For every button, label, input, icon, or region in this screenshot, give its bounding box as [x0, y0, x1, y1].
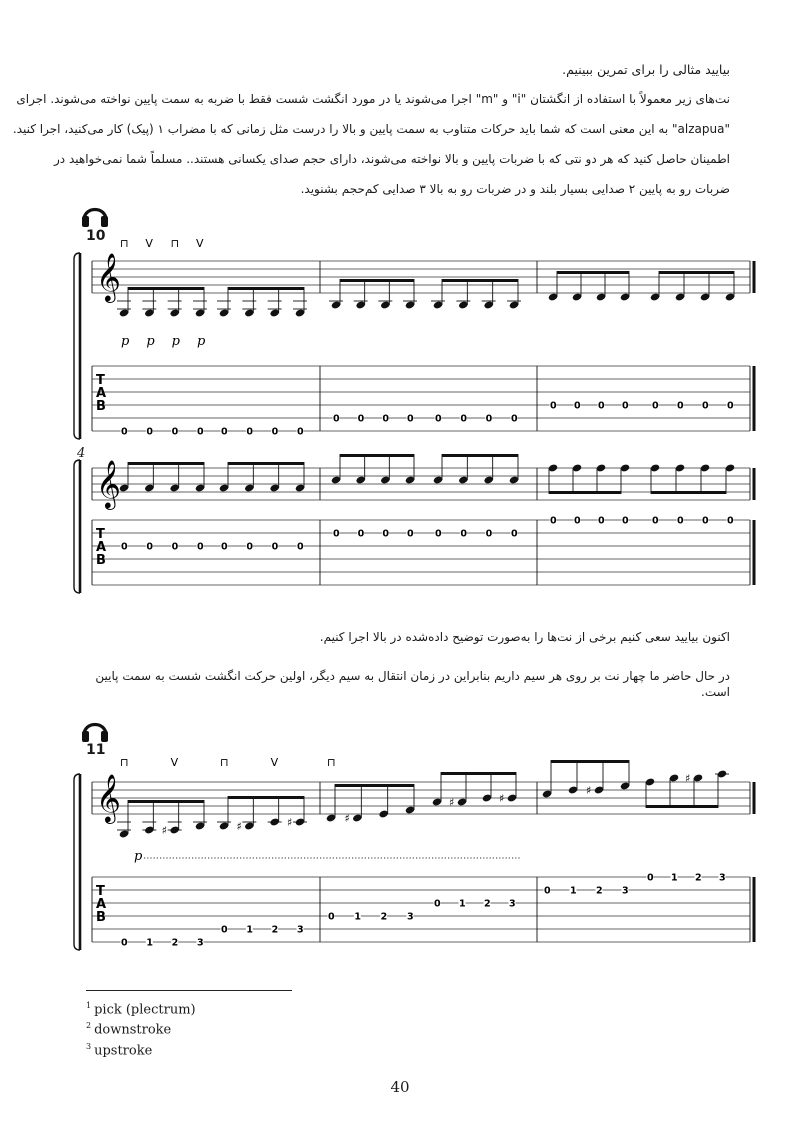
beam	[228, 462, 304, 465]
tab-number: 0	[197, 541, 204, 553]
treble-clef: 𝄞	[96, 773, 121, 822]
explanation-paragraph	[12, 92, 730, 212]
beam	[557, 271, 629, 274]
track-number-11: 11	[86, 742, 106, 758]
tab-number: 0	[407, 528, 414, 540]
tab-clef-letter: T	[96, 373, 105, 388]
tab-clef-letter: B	[96, 910, 106, 925]
tab-number: 0	[297, 426, 304, 438]
tab-clef-letter: A	[96, 540, 107, 555]
music-system-1	[0, 237, 800, 445]
tab-clef-letter: B	[96, 399, 106, 414]
track-number-10: 10	[86, 228, 106, 244]
tab-number: 0	[121, 426, 128, 438]
beam	[228, 796, 304, 799]
tab-number: 0	[677, 515, 684, 527]
tab-number: 0	[121, 541, 128, 553]
tab-number: 2	[484, 898, 491, 910]
tab-number: 0	[435, 413, 442, 425]
sharp-sign: ♯	[236, 820, 242, 833]
tab-number: 2	[271, 924, 279, 936]
tab-number: 3	[407, 911, 414, 923]
downstroke-symbol: ⊓	[220, 756, 229, 769]
beam	[340, 454, 414, 457]
tab-number: 0	[297, 541, 304, 553]
tab-number: 0	[221, 924, 228, 936]
tab-number: 0	[574, 400, 581, 412]
treble-clef: 𝄞	[96, 252, 121, 301]
paragraph-line: اطمینان حاصل کنید که هر دو نتی که با ضربات پایین و بالا نواخته می‌شوند، دارای حجم صدای یکسانی هستند.. مسلماً شما نمی‌خواهید در	[54, 152, 730, 166]
sharp-sign: ♯	[499, 792, 505, 805]
tab-number: 0	[622, 515, 629, 527]
tab-number: 1	[671, 872, 678, 884]
sharp-sign: ♯	[287, 816, 293, 829]
upstroke-symbol: V	[145, 237, 153, 250]
tab-clef-letter: A	[96, 386, 107, 401]
upstroke-symbol: V	[270, 756, 279, 769]
tab-number: 1	[146, 937, 153, 949]
tab-number: 0	[171, 541, 179, 553]
tab-number: 0	[702, 400, 709, 412]
tab-number: 0	[550, 515, 557, 527]
tab-number: 0	[647, 872, 654, 884]
footnote-2: $^2$ downstroke	[86, 1021, 172, 1038]
beam	[549, 491, 621, 494]
tab-clef-letter: T	[96, 527, 105, 542]
treble-clef: 𝄞	[96, 459, 121, 508]
tab-clef-letter: T	[96, 884, 105, 899]
tab-clef-letter: B	[96, 553, 106, 568]
paragraph-line: نت‌های زیر معمولاً با استفاده از انگشتان "i" و "m" اجرا می‌شوند یا در مورد انگشت شست فقط با ضربه به سمت پایین نواخته می‌شوند. اجرای	[16, 92, 730, 106]
beam	[551, 760, 629, 763]
downstroke-symbol: ⊓	[120, 237, 129, 250]
tab-number: 3	[297, 924, 304, 936]
music-system-3	[0, 756, 800, 960]
tab-number: 0	[598, 400, 605, 412]
upstroke-symbol: V	[196, 237, 204, 250]
tab-number: 3	[719, 872, 726, 884]
tab-number: 0	[550, 400, 557, 412]
tab-number: 0	[702, 515, 709, 527]
tab-number: 0	[333, 528, 340, 540]
tab-number: 2	[695, 872, 702, 884]
tab-number: 0	[171, 426, 179, 438]
downstroke-symbol: ⊓	[170, 237, 180, 250]
upstroke-symbol: V	[170, 756, 179, 769]
fingering-thumb: p	[121, 334, 130, 349]
beam	[442, 279, 518, 282]
footnote-divider	[86, 990, 292, 991]
fingering-thumb: p	[171, 334, 180, 349]
headphones-icon	[80, 715, 110, 743]
tab-number: 0	[382, 528, 389, 540]
tab-number: 0	[652, 400, 659, 412]
intro-text: بیایید مثالی را برای تمرین ببینیم.	[562, 62, 730, 77]
tab-number: 0	[407, 413, 414, 425]
tab-number: 0	[382, 413, 389, 425]
sharp-sign: ♯	[586, 784, 592, 797]
headphones-icon	[80, 200, 110, 228]
beam	[442, 454, 518, 457]
fingering-thumb: p	[134, 849, 143, 864]
tab-number: 3	[197, 937, 204, 949]
tab-number: 0	[652, 515, 659, 527]
tab-number: 0	[221, 541, 228, 553]
tab-number: 0	[246, 541, 253, 553]
tab-number: 0	[727, 400, 734, 412]
downstroke-symbol: ⊓	[120, 756, 129, 769]
music-system-2	[0, 450, 800, 600]
tab-number: 0	[677, 400, 684, 412]
tab-number: 0	[434, 898, 441, 910]
footnote-1: $^1$ pick (plectrum)	[86, 1001, 196, 1018]
tab-number: 0	[622, 400, 629, 412]
page-number: 40	[390, 1078, 410, 1096]
tab-number: 0	[271, 541, 279, 553]
fingering-thumb: p	[197, 334, 206, 349]
beam	[646, 805, 718, 808]
tab-clef-letter: A	[96, 897, 107, 912]
downstroke-symbol: ⊓	[327, 756, 336, 769]
paragraph-line: "alzapua" به این معنی است که شما باید حرکات متناوب به سمت پایین و بالا را درست مثل زمانی که با مضراب ۱ (پیک) کار می‌کنید، اجرا کنید.	[12, 122, 730, 136]
beam	[441, 772, 516, 775]
fingering-thumb: p	[146, 334, 155, 349]
tab-number: 0	[460, 528, 467, 540]
tab-number: 0	[460, 413, 467, 425]
beam	[340, 279, 414, 282]
tab-number: 0	[598, 515, 605, 527]
tab-number: 1	[354, 911, 361, 923]
beam	[659, 271, 734, 274]
sharp-sign: ♯	[449, 796, 455, 809]
tab-number: 1	[570, 885, 577, 897]
tab-number: 0	[435, 528, 442, 540]
tab-number: 0	[146, 426, 153, 438]
tab-number: 0	[333, 413, 340, 425]
tab-number: 2	[171, 937, 179, 949]
beam	[128, 800, 204, 803]
tab-number: 0	[511, 413, 518, 425]
beam	[335, 784, 414, 787]
tab-number: 0	[574, 515, 581, 527]
tab-number: 0	[357, 528, 365, 540]
tab-number: 0	[328, 911, 335, 923]
tab-number: 0	[357, 413, 365, 425]
beam	[128, 287, 204, 290]
sharp-sign: ♯	[161, 824, 167, 837]
tab-number: 3	[622, 885, 629, 897]
footnote-3: $^3$ upstroke	[86, 1041, 153, 1058]
tab-number: 2	[596, 885, 603, 897]
mid-text-2: در حال حاضر ما چهار نت بر روی هر سیم داریم بنابراین در زمان انتقال به سیم دیگر، اولین حرکت انگشت شست به سمت پایین است.	[95, 669, 730, 699]
tab-number: 0	[544, 885, 551, 897]
tab-number: 1	[246, 924, 253, 936]
beam	[228, 287, 304, 290]
beam	[128, 462, 204, 465]
tab-number: 0	[485, 528, 493, 540]
paragraph-line: ضربات رو به پایین ۲ صدایی بسیار بلند و در ضربات رو به بالا ۳ صدایی کم‌حجم بشنوید.	[300, 182, 730, 196]
tab-number: 0	[146, 541, 153, 553]
tab-number: 0	[511, 528, 518, 540]
tab-number: 0	[221, 426, 228, 438]
tab-number: 0	[246, 426, 253, 438]
footnotes	[86, 998, 196, 1059]
tab-number: 0	[485, 413, 493, 425]
tab-number: 3	[509, 898, 516, 910]
sharp-sign: ♯	[685, 772, 691, 785]
tab-number: 0	[197, 426, 204, 438]
tab-number: 2	[380, 911, 388, 923]
tab-number: 1	[459, 898, 466, 910]
sharp-sign: ♯	[344, 812, 350, 825]
beam	[651, 491, 726, 494]
tab-number: 0	[727, 515, 734, 527]
measure-number-4: 4	[77, 446, 86, 461]
tab-number: 0	[121, 937, 128, 949]
mid-text-1: اکنون بیایید سعی کنیم برخی از نت‌ها را به‌صورت توضیح داده‌شده در بالا اجرا کنیم.	[319, 630, 730, 644]
tab-number: 0	[271, 426, 279, 438]
